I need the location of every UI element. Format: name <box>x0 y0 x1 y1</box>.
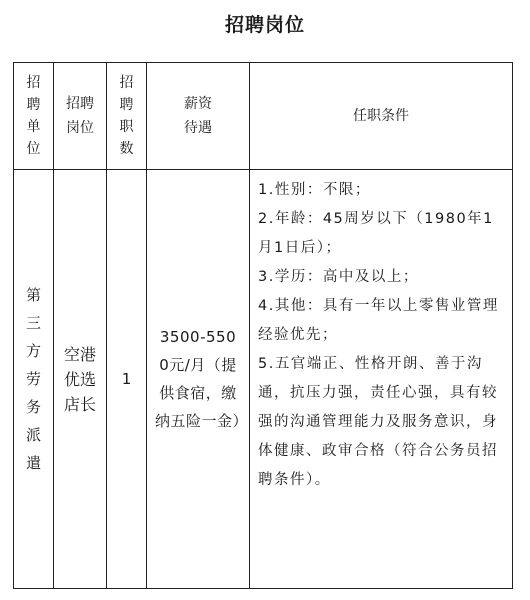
header-row <box>14 63 513 170</box>
cell-requirements <box>250 170 513 589</box>
header-unit-label: 招聘单位 <box>26 75 41 157</box>
requirement-item: 5.五官端正、性格开朗、善于沟通，抗压力强，责任心强，具有较强的沟通管理能力及服务意识，身体健康、政审合格（符合公务员招聘条件）。 <box>258 356 498 488</box>
requirement-item: 4.其他：具有一年以上零售业管理经验优先； <box>258 298 499 343</box>
cell-position-text: 空港优选店长 <box>63 344 96 414</box>
header-position-label: 招聘岗位 <box>66 96 94 136</box>
header-salary <box>147 63 250 170</box>
header-requirements: 任职条件 <box>250 63 513 170</box>
job-table <box>13 62 513 589</box>
header-unit <box>14 63 54 170</box>
page-title: 招聘岗位 <box>224 14 305 36</box>
header-position <box>54 63 107 170</box>
cell-salary-text: 3500-5500元/月（提供食宿，缴纳五险一金） <box>155 328 249 430</box>
cell-salary <box>147 170 250 589</box>
header-count-label: 招聘职数 <box>119 75 134 157</box>
header-salary-line-1: 薪资 <box>184 96 212 112</box>
cell-position <box>54 170 107 589</box>
cell-count: 1 <box>107 170 147 589</box>
cell-unit <box>14 170 54 589</box>
requirement-item: 1.性别：不限； <box>258 182 371 198</box>
table-row <box>14 170 513 589</box>
requirement-item: 2.年龄：45周岁以下（1980年1月1日后）； <box>258 211 494 256</box>
cell-unit-text: 第三方劳务派遣 <box>25 286 41 472</box>
header-salary-line-2: 待遇 <box>184 120 212 136</box>
header-count <box>107 63 147 170</box>
requirement-item: 3.学历：高中及以上； <box>258 269 419 285</box>
